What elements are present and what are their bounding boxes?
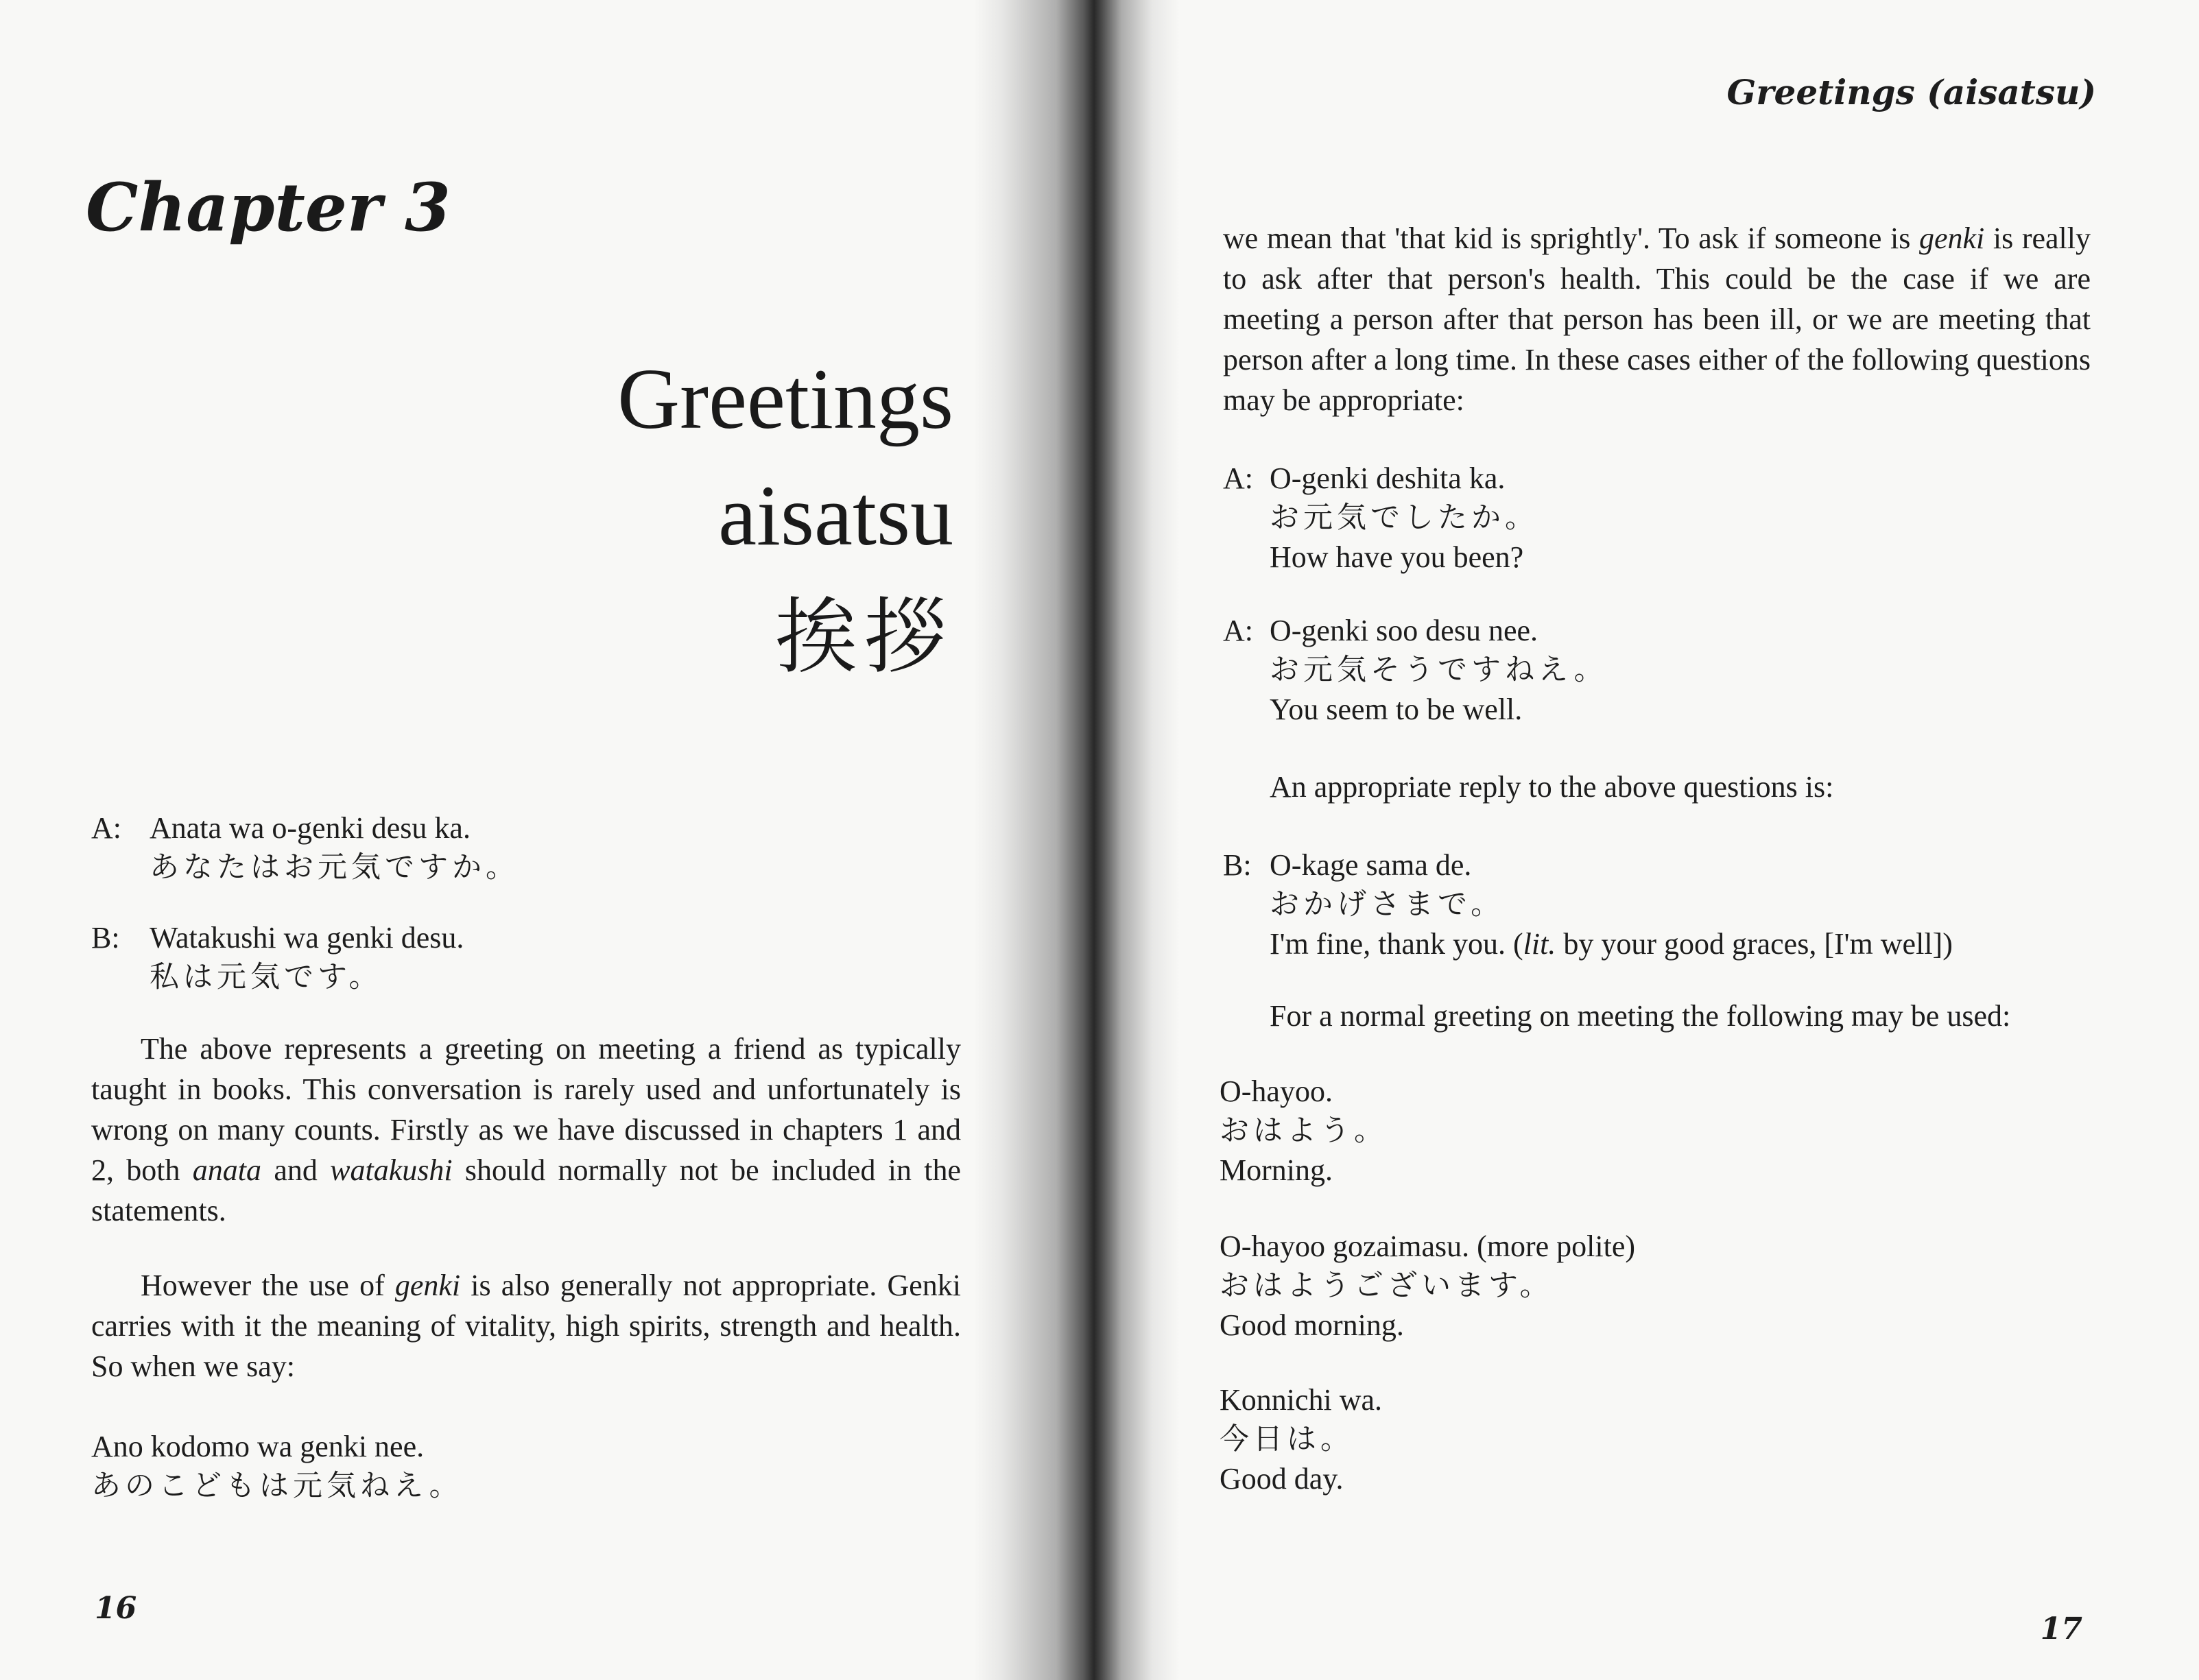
question-2	[1223, 610, 1608, 730]
example-japanese: あのこどもは元気ねえ。	[91, 1469, 463, 1503]
speaker-label: B:	[91, 921, 120, 955]
reply-romaji: O-kage sama de.	[1270, 848, 1472, 882]
paragraph-text: The above represents a greeting on meeting a friend as typically taught in books. This conversation is rarely used and unfortunately is wrong on many counts. Firstly as we have discussed in chapters 1 and 2, both	[91, 1032, 961, 1187]
chapter-title-romaji: aisatsu	[718, 468, 953, 564]
question-1	[1223, 458, 1538, 577]
chapter-title: Greetings	[617, 352, 953, 447]
paragraph-text: should normally not be included in the statements.	[91, 1153, 961, 1227]
paragraph-text: we mean that 'that kid is sprightly'. To ask if someone is	[1223, 221, 1919, 255]
speaker-label: A:	[1223, 461, 1253, 495]
dialogue-romaji: Watakushi wa genki desu.	[150, 921, 464, 955]
speaker-label: B:	[1223, 848, 1252, 882]
paragraph-text: and	[261, 1153, 331, 1187]
reply-japanese: おかげさまで。	[1270, 887, 1505, 922]
page-number-right: 17	[2040, 1611, 2082, 1646]
greeting-translation: Good day.	[1220, 1462, 1344, 1496]
translation-text: by your good graces, [I'm well])	[1556, 927, 1953, 961]
question-romaji: O-genki soo desu nee.	[1270, 614, 1538, 647]
question-romaji: O-genki deshita ka.	[1270, 461, 1506, 495]
body-paragraph-1	[91, 1029, 961, 1231]
greeting-2	[1220, 1226, 1635, 1345]
chapter-label: Chapter 3	[86, 169, 451, 246]
speaker-label: A:	[91, 811, 121, 845]
greeting-translation: Morning.	[1220, 1153, 1333, 1187]
chapter-title-japanese: 挨拶	[775, 590, 953, 685]
example-sentence	[91, 1426, 463, 1505]
paragraph-text: is really to ask after that person's health. This could be the case if we are meeting a person after that person has been ill, or we are meeting that person after a long time. In these cases either of the following questions may be appropriate:	[1223, 221, 2091, 417]
body-paragraph-3	[1223, 218, 2091, 420]
dialogue-japanese: 私は元気です。	[150, 960, 383, 994]
question-translation: How have you been?	[1270, 540, 1524, 574]
greeting-romaji: O-hayoo gozaimasu. (more polite)	[1220, 1229, 1636, 1263]
italic-term: genki	[1918, 221, 1985, 255]
dialogue-line-a	[91, 808, 519, 887]
italic-term: watakushi	[330, 1153, 453, 1187]
normal-greeting-intro: For a normal greeting on meeting the following may be used:	[1270, 999, 2011, 1033]
greeting-romaji: Konnichi wa.	[1220, 1383, 1383, 1417]
greeting-japanese: 今日は。	[1220, 1422, 1354, 1456]
italic-term: anata	[192, 1153, 262, 1187]
left-page	[0, 0, 1097, 1680]
question-translation: You seem to be well.	[1270, 693, 1523, 726]
greeting-japanese: おはようございます。	[1220, 1269, 1554, 1303]
reply-intro: An appropriate reply to the above questions is:	[1270, 770, 1834, 804]
body-paragraph-2	[91, 1265, 961, 1387]
paragraph-text: is also generally not appropriate. Genki carries with it the meaning of vitality, high spirits, strength and health. So when we say:	[91, 1269, 961, 1383]
question-japanese: お元気でしたか。	[1270, 501, 1538, 535]
italic-term: lit.	[1523, 927, 1556, 961]
running-head: Greetings (aisatsu)	[1726, 72, 2096, 112]
italic-term: genki	[394, 1269, 461, 1302]
page-number-left: 16	[95, 1591, 137, 1626]
dialogue-line-b	[91, 917, 464, 996]
dialogue-japanese: あなたはお元気ですか。	[150, 850, 519, 885]
reply-translation	[1223, 924, 1953, 964]
speaker-label: A:	[1223, 614, 1253, 647]
greeting-3	[1220, 1380, 1382, 1499]
reply	[1223, 845, 1953, 964]
greeting-japanese: おはよう。	[1220, 1114, 1388, 1148]
translation-text: I'm fine, thank you. (	[1270, 927, 1523, 961]
question-japanese: お元気そうですねえ。	[1270, 653, 1608, 687]
dialogue-romaji: Anata wa o-genki desu ka.	[150, 811, 471, 845]
example-romaji: Ano kodomo wa genki nee.	[91, 1430, 425, 1463]
greeting-romaji: O-hayoo.	[1220, 1075, 1333, 1108]
paragraph-text: However the use of	[141, 1269, 395, 1302]
greeting-1	[1220, 1071, 1388, 1190]
right-page	[1097, 0, 2199, 1680]
greeting-translation: Good morning.	[1220, 1308, 1404, 1342]
